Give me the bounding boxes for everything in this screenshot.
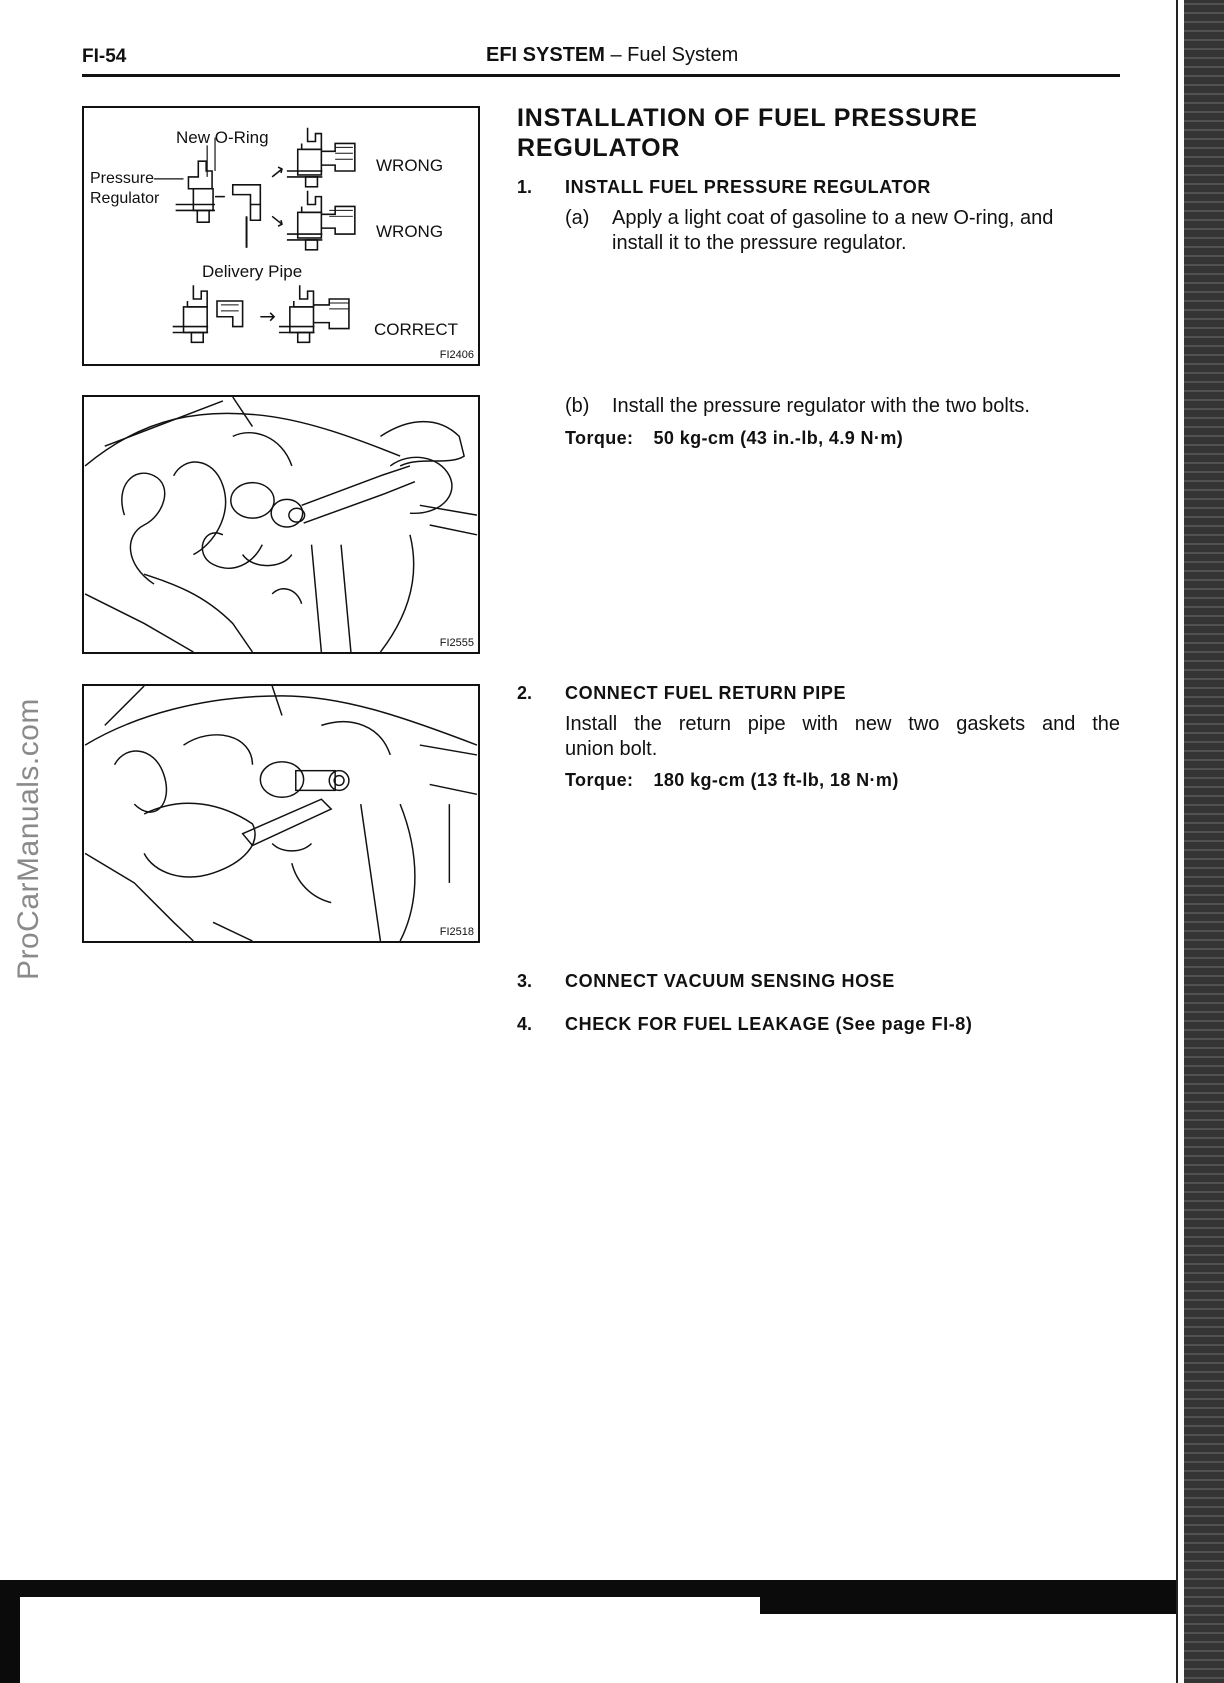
figure-code: FI2555 bbox=[439, 637, 474, 649]
torque-label: Torque: bbox=[565, 770, 634, 790]
step-1a-line-1: Apply a light coat of gasoline to a new O-ring, and bbox=[612, 207, 1054, 229]
label-delivery-pipe: Delivery Pipe bbox=[202, 262, 303, 281]
figure-code: FI2518 bbox=[439, 926, 474, 938]
label-new-oring: New O-Ring bbox=[176, 128, 269, 147]
step-1a-label: (a) bbox=[565, 207, 590, 229]
step-2-torque bbox=[565, 770, 899, 791]
install-regulator-drawing bbox=[84, 397, 478, 652]
torque-label: Torque: bbox=[565, 428, 634, 448]
step-1-torque bbox=[565, 428, 903, 449]
section-title bbox=[517, 103, 1077, 163]
step-1b-text: Install the pressure regulator with the two bolts. bbox=[612, 395, 1030, 417]
step-1a-line-2: install it to the pressure regulator. bbox=[612, 232, 907, 254]
label-correct: CORRECT bbox=[374, 320, 459, 339]
label-pressure: Pressure bbox=[90, 170, 155, 187]
step-1a-text bbox=[612, 206, 1122, 256]
scan-right-edge bbox=[1176, 0, 1224, 1683]
page-number: FI-54 bbox=[82, 46, 127, 67]
header-rule bbox=[82, 74, 1120, 77]
scan-bottom-paper-2 bbox=[760, 1614, 1176, 1683]
step-1-title: INSTALL FUEL PRESSURE REGULATOR bbox=[565, 177, 931, 197]
watermark: ProCarManuals.com bbox=[12, 698, 45, 980]
scan-bottom-paper bbox=[20, 1597, 760, 1683]
header-separator: – bbox=[610, 44, 622, 66]
step-2-line-2: union bolt. bbox=[565, 738, 658, 760]
header-subsection: Fuel System bbox=[627, 44, 739, 66]
step-2-line-1: Install the return pipe with new two gaskets and the bbox=[565, 713, 1120, 735]
return-pipe-drawing bbox=[84, 686, 478, 941]
step-1-number: 1. bbox=[517, 177, 533, 197]
figure-connect-return-pipe bbox=[82, 684, 480, 943]
figure-code: FI2406 bbox=[439, 349, 474, 361]
torque-value: 50 kg-cm (43 in.-lb, 4.9 N·m) bbox=[653, 428, 904, 448]
label-wrong-top: WRONG bbox=[376, 156, 444, 175]
page-header-title bbox=[486, 44, 738, 67]
step-4-number: 4. bbox=[517, 1014, 533, 1034]
torque-value: 180 kg-cm (13 ft-lb, 18 N·m) bbox=[653, 770, 899, 790]
label-regulator: Regulator bbox=[90, 190, 160, 207]
step-2-number: 2. bbox=[517, 683, 533, 703]
header-section: EFI SYSTEM bbox=[486, 44, 605, 66]
step-2-title: CONNECT FUEL RETURN PIPE bbox=[565, 683, 847, 703]
figure-oring-diagram bbox=[82, 106, 480, 366]
section-title-line-1: INSTALLATION OF FUEL PRESSURE bbox=[517, 104, 978, 132]
section-title-line-2: REGULATOR bbox=[517, 134, 681, 162]
step-4-title: CHECK FOR FUEL LEAKAGE (See page FI-8) bbox=[565, 1014, 973, 1034]
label-wrong-bottom: WRONG bbox=[376, 222, 444, 241]
figure-install-regulator bbox=[82, 395, 480, 654]
step-1b-label: (b) bbox=[565, 395, 590, 417]
step-3-number: 3. bbox=[517, 971, 533, 991]
step-2-text bbox=[565, 712, 1120, 762]
step-3-title: CONNECT VACUUM SENSING HOSE bbox=[565, 971, 895, 991]
